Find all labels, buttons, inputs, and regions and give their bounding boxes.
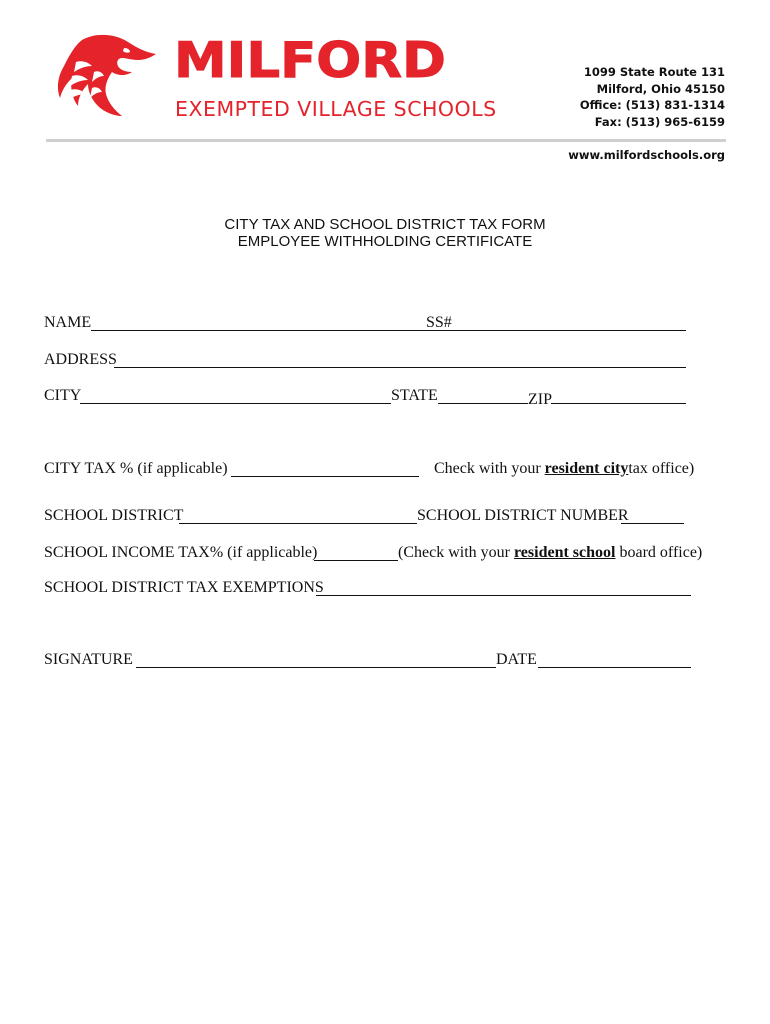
school-district-row	[44, 506, 689, 526]
form-title-line2: EMPLOYEE WITHHOLDING CERTIFICATE	[237, 233, 533, 250]
school-address	[580, 64, 725, 130]
state-label: STATE	[391, 387, 438, 404]
brand-name: MILFORD	[174, 32, 446, 89]
exemptions-label: SCHOOL DISTRICT TAX EXEMPTIONS	[44, 579, 324, 596]
address-field[interactable]	[114, 367, 686, 368]
signature-field[interactable]	[136, 667, 496, 668]
signature-label: SIGNATURE	[44, 651, 133, 668]
city-tax-field[interactable]	[231, 476, 419, 477]
city-tax-row	[44, 459, 695, 479]
school-district-number-field[interactable]	[621, 523, 684, 524]
address-label: ADDRESS	[44, 351, 117, 368]
header-divider	[46, 139, 726, 142]
school-district-field[interactable]	[179, 523, 417, 524]
school-tax-note-bold: resident school	[513, 544, 616, 561]
city-tax-note-bold: resident city	[544, 460, 629, 477]
city-tax-note	[434, 459, 694, 479]
city-tax-note-post: tax office)	[628, 460, 695, 477]
name-label: NAME	[44, 314, 92, 331]
city-label: CITY	[44, 387, 82, 404]
address-row	[44, 350, 689, 370]
state-field[interactable]	[438, 403, 528, 404]
signature-row	[44, 650, 694, 670]
fax-line: Fax: (513) 965-6159	[594, 114, 725, 129]
ss-label: SS#	[426, 314, 452, 331]
school-tax-note	[398, 543, 702, 563]
name-field[interactable]	[91, 330, 469, 331]
school-district-label: SCHOOL DISTRICT	[44, 507, 184, 524]
exemptions-field[interactable]	[316, 595, 691, 596]
website-link[interactable]: www.milfordschools.org	[568, 148, 725, 162]
school-income-tax-row	[44, 543, 703, 563]
exemptions-row	[44, 578, 694, 598]
form-title-line1: CITY TAX AND SCHOOL DISTRICT TAX FORM	[224, 216, 546, 233]
date-label: DATE	[496, 651, 537, 668]
city-field[interactable]	[80, 403, 391, 404]
school-tax-note-post: board office)	[619, 544, 703, 561]
date-field[interactable]	[538, 667, 691, 668]
phone-line: Office: (513) 831-1314	[579, 98, 725, 112]
form-title	[0, 216, 770, 250]
city-row	[44, 386, 689, 406]
ss-field[interactable]	[451, 330, 686, 331]
city-tax-note-pre: Check with your	[434, 460, 541, 477]
zip-field[interactable]	[551, 403, 686, 404]
address-line: Milford, Ohio 45150	[596, 81, 725, 96]
brand-subtitle: EXEMPTED VILLAGE SCHOOLS	[175, 97, 497, 121]
school-tax-note-pre: (Check with your	[398, 544, 510, 561]
school-district-number-label: SCHOOL DISTRICT NUMBER	[417, 507, 629, 524]
eagle-logo-icon	[52, 32, 164, 124]
address-line: 1099 State Route 131	[583, 65, 725, 79]
name-row	[44, 313, 689, 333]
zip-label: ZIP	[528, 391, 552, 408]
school-income-tax-label: SCHOOL INCOME TAX% (if applicable)	[44, 544, 318, 561]
city-tax-label: CITY TAX % (if applicable)	[44, 460, 228, 477]
school-income-tax-field[interactable]	[314, 560, 398, 561]
